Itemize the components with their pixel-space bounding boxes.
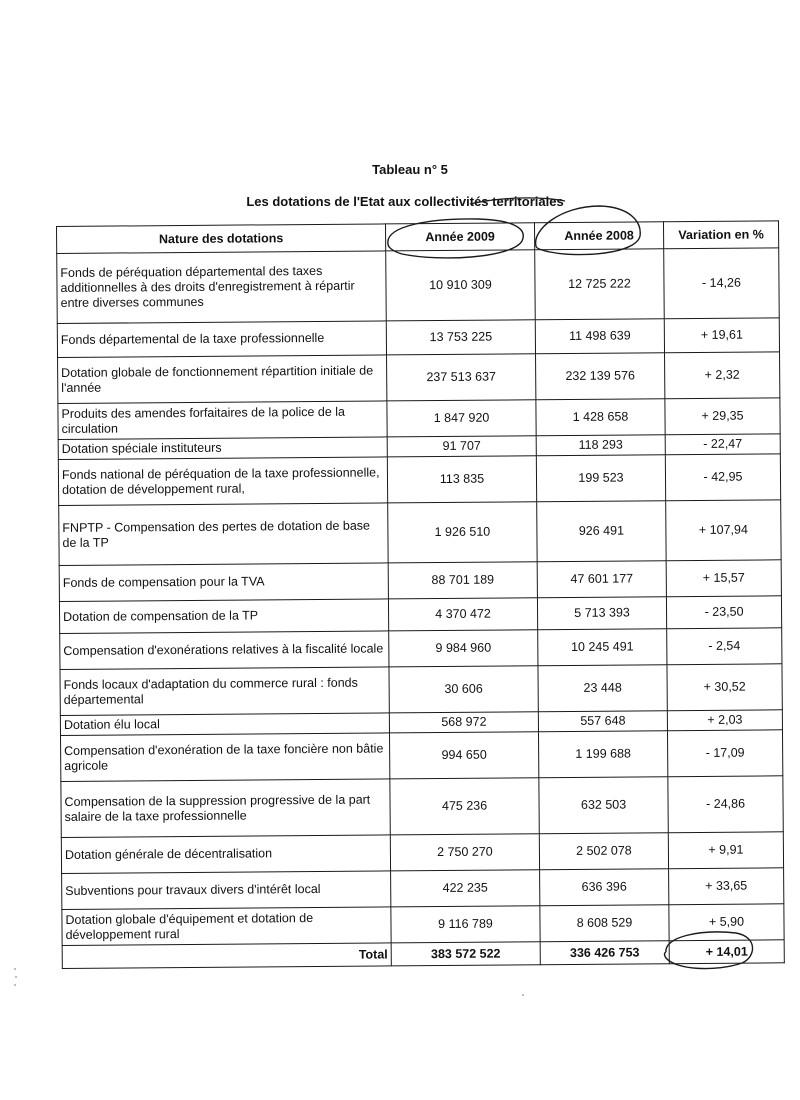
cell-variation: + 15,57: [666, 560, 781, 597]
row-label: Fonds de péréquation départemental des taxes additionnelles à des droits d'enregistrement à répartir entre diverses communes: [57, 251, 387, 324]
cell-variation: + 9,91: [668, 832, 783, 869]
cell-2009: 91 707: [387, 436, 536, 457]
header-nature: Nature des dotations: [57, 224, 386, 254]
table-row: [58, 352, 780, 404]
cell-2009: 4 370 472: [388, 598, 537, 631]
cell-2009: 9 984 960: [389, 630, 538, 667]
row-label: Compensation de la suppression progressive de la part salaire de la taxe professionnelle: [61, 779, 390, 838]
scan-speck: [14, 984, 16, 986]
cell-2009: 1 847 920: [387, 400, 536, 437]
cell-2009: 13 753 225: [386, 320, 535, 355]
cell-variation: - 14,26: [664, 248, 780, 319]
cell-variation: - 24,86: [668, 776, 783, 833]
cell-variation: + 107,94: [666, 500, 781, 561]
total-row: [62, 940, 784, 969]
cell-2009: 475 236: [390, 778, 539, 835]
cell-2008: 926 491: [537, 501, 666, 562]
cell-2009: 113 835: [387, 456, 536, 503]
total-label: Total: [62, 943, 391, 969]
cell-2008: 636 396: [540, 869, 669, 906]
cell-2008: 632 503: [539, 777, 668, 834]
cell-variation: - 42,95: [665, 454, 780, 501]
row-label: Fonds départemental de la taxe professionnelle: [57, 321, 386, 358]
table-row: [57, 248, 780, 324]
cell-2008: 23 448: [538, 665, 667, 712]
cell-variation: - 17,09: [667, 730, 782, 777]
cell-variation: + 2,03: [667, 710, 782, 731]
cell-2008: 557 648: [538, 711, 667, 732]
cell-2009: 237 513 637: [387, 354, 536, 401]
cell-2009: 422 235: [391, 870, 540, 907]
row-label: Fonds locaux d'adaptation du commerce rural : fonds départemental: [60, 667, 389, 716]
cell-2009: 1 926 510: [388, 502, 537, 563]
cell-variation: - 2,54: [667, 628, 782, 665]
dotations-table: [56, 220, 785, 969]
total-variation: + 14,01: [669, 940, 784, 964]
row-label: Dotation spéciale instituteurs: [58, 437, 387, 460]
row-label: Dotation globale d'équipement et dotation de développement rural: [62, 907, 391, 946]
cell-2009: 2 750 270: [390, 834, 539, 871]
row-label: Subventions pour travaux divers d'intérêt local: [62, 871, 391, 910]
scan-speck: [522, 994, 524, 996]
cell-2008: 8 608 529: [540, 905, 669, 942]
table-row: [58, 454, 780, 506]
table-row: [61, 776, 783, 838]
cell-2009: 994 650: [389, 732, 538, 779]
cell-variation: + 19,61: [664, 318, 779, 353]
cell-variation: + 2,32: [665, 352, 780, 399]
table-title: Les dotations de l'Etat aux collectivités territoriales: [246, 194, 564, 209]
scan-speck: [14, 968, 16, 970]
row-label: FNPTP - Compensation des pertes de dotation de base de la TP: [59, 503, 388, 566]
cell-2008: 5 713 393: [537, 597, 666, 630]
table-number: Tableau n° 5: [372, 162, 448, 177]
cell-2008: 1 428 658: [536, 399, 665, 436]
cell-variation: + 33,65: [669, 868, 784, 905]
cell-variation: - 23,50: [666, 596, 781, 629]
cell-2009: 88 701 189: [388, 562, 537, 599]
row-label: Dotation générale de décentralisation: [61, 835, 390, 874]
cell-2009: 568 972: [389, 712, 538, 733]
row-label: Compensation d'exonération de la taxe foncière non bâtie agricole: [61, 733, 390, 782]
row-label: Compensation d'exonérations relatives à la fiscalité locale: [60, 631, 389, 670]
row-label: Fonds national de péréquation de la taxe professionnelle, dotation de développement rural,: [58, 457, 387, 506]
table-row: [60, 664, 782, 716]
cell-variation: + 5,90: [669, 904, 784, 941]
cell-2008: 12 725 222: [535, 249, 665, 320]
table-row: [59, 500, 781, 566]
table-row: [57, 318, 779, 358]
row-label: Fonds de compensation pour la TVA: [59, 563, 388, 602]
cell-2009: 10 910 309: [386, 250, 536, 321]
header-year-2009: Année 2009: [385, 223, 534, 251]
row-label: Dotation globale de fonctionnement répartition initiale de l'année: [58, 355, 387, 404]
cell-2008: 199 523: [536, 455, 665, 502]
row-label: Dotation élu local: [60, 713, 389, 736]
row-label: Produits des amendes forfaitaires de la police de la circulation: [58, 401, 387, 440]
cell-2008: 47 601 177: [537, 561, 666, 598]
cell-2008: 232 139 576: [536, 353, 665, 400]
header-year-2008: Année 2008: [534, 222, 663, 250]
cell-2009: 30 606: [389, 666, 538, 713]
total-2008: 336 426 753: [540, 941, 669, 965]
cell-variation: + 30,52: [667, 664, 782, 711]
cell-2008: 11 498 639: [535, 319, 664, 354]
table-row: [60, 628, 782, 670]
cell-2008: 10 245 491: [538, 629, 667, 666]
table-row: [62, 904, 784, 946]
header-variation: Variation en %: [663, 221, 778, 249]
cell-2008: 118 293: [536, 435, 665, 456]
table-body: [57, 248, 785, 969]
cell-variation: - 22,47: [665, 434, 780, 455]
row-label: Dotation de compensation de la TP: [59, 599, 388, 634]
scan-speck: [15, 976, 17, 978]
table-row: [61, 730, 783, 782]
cell-variation: + 29,35: [665, 398, 780, 435]
cell-2009: 9 116 789: [391, 906, 540, 943]
cell-2008: 2 502 078: [539, 833, 668, 870]
table-row: [61, 832, 783, 874]
total-2009: 383 572 522: [391, 942, 540, 966]
cell-2008: 1 199 688: [538, 731, 667, 778]
table-row: [62, 868, 784, 910]
table-row: [58, 398, 780, 440]
table-row: [59, 560, 781, 602]
